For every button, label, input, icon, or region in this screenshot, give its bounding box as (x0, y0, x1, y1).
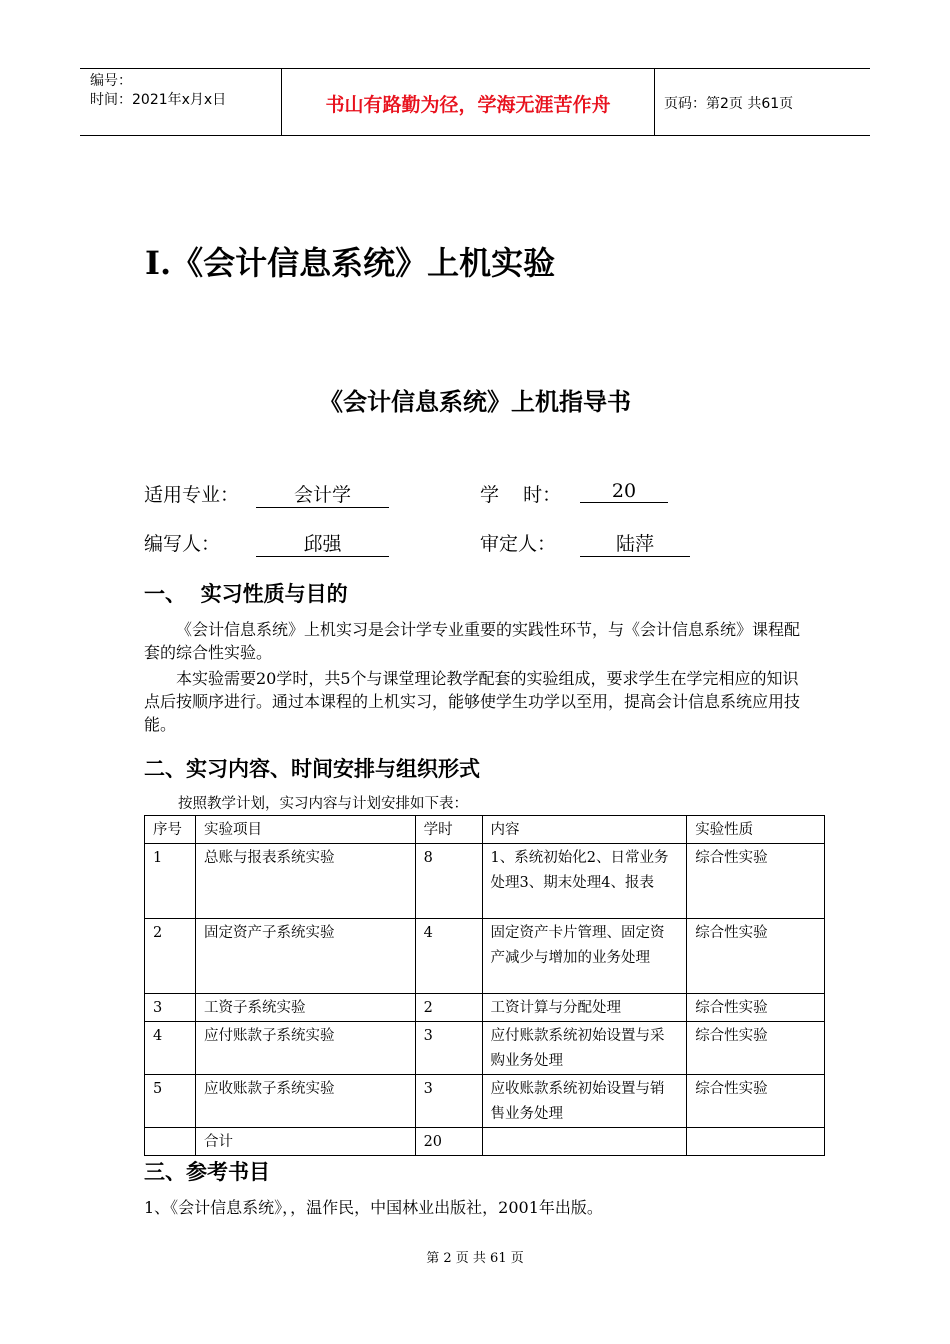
section2-heading: 二、实习内容、时间安排与组织形式 (144, 757, 480, 781)
section1-paragraph-1: 《会计信息系统》上机实习是会计学专业重要的实践性环节，与《会计信息系统》课程配套的综合性实验。 (144, 620, 801, 662)
table-row (145, 844, 825, 919)
plan-table (144, 815, 825, 1156)
sub-title: 《会计信息系统》上机指导书 (319, 388, 631, 416)
table-cell: 综合性实验 (687, 1075, 825, 1128)
table-row (145, 994, 825, 1022)
table-cell: 综合性实验 (687, 1022, 825, 1075)
reviewer-value: 陆萍 (580, 529, 690, 557)
table-cell: 综合性实验 (687, 844, 825, 919)
header-number-label: 编号： (90, 73, 132, 89)
reviewer-label: 审定人： (480, 533, 557, 555)
table-cell (145, 1128, 196, 1156)
table-cell: 1、系统初始化2、日常业务处理3、期末处理4、报表 (482, 844, 687, 919)
table-cell: 3 (415, 1075, 482, 1128)
table-cell: 固定资产卡片管理、固定资产减少与增加的业务处理 (482, 919, 687, 994)
table-cell: 综合性实验 (687, 994, 825, 1022)
header-bottom-rule (80, 135, 870, 136)
table-header-cell: 实验项目 (195, 816, 415, 844)
table-header-cell: 实验性质 (687, 816, 825, 844)
major-label: 适用专业： (144, 484, 240, 506)
hours-value: 20 (580, 480, 668, 503)
table-cell: 应付账款子系统实验 (195, 1022, 415, 1075)
author-label: 编写人： (144, 533, 221, 555)
header-page-info: 页码：第2页 共61页 (664, 96, 794, 112)
table-total-row (145, 1128, 825, 1156)
table-cell: 应收账款系统初始设置与销售业务处理 (482, 1075, 687, 1128)
table-cell: 合计 (195, 1128, 415, 1156)
section1-heading: 一、 实习性质与目的 (144, 582, 348, 606)
table-row (145, 919, 825, 994)
table-cell (482, 1128, 687, 1156)
table-cell: 应付账款系统初始设置与采购业务处理 (482, 1022, 687, 1075)
header-motto: 书山有路勤为径，学海无涯苦作舟 (325, 94, 611, 116)
table-cell: 3 (145, 994, 196, 1022)
table-header-cell: 序号 (145, 816, 196, 844)
table-row (145, 1075, 825, 1128)
table-cell: 应收账款子系统实验 (195, 1075, 415, 1128)
author-value: 邱强 (256, 529, 389, 557)
table-cell: 综合性实验 (687, 919, 825, 994)
hours-label: 学 时： (480, 484, 562, 506)
header-top-rule (80, 68, 870, 69)
main-title: I.《会计信息系统》上机实验 (145, 244, 556, 282)
table-header-cell: 学时 (415, 816, 482, 844)
table-header-cell: 内容 (482, 816, 687, 844)
table-cell: 5 (145, 1075, 196, 1128)
table-row (145, 1022, 825, 1075)
section2-intro: 按照教学计划，实习内容与计划安排如下表： (178, 796, 468, 812)
section3-heading: 三、参考书目 (144, 1160, 270, 1184)
table-cell: 3 (415, 1022, 482, 1075)
table-cell: 工资子系统实验 (195, 994, 415, 1022)
table-cell (687, 1128, 825, 1156)
header-time-label: 时间：2021年x月x日 (90, 92, 227, 108)
table-cell: 2 (145, 919, 196, 994)
table-cell: 4 (145, 1022, 196, 1075)
table-cell: 总账与报表系统实验 (195, 844, 415, 919)
reference-item-1: 1、《会计信息系统》，，温作民，中国林业出版社，2001年出版。 (144, 1198, 603, 1217)
header-divider-right (654, 68, 655, 135)
page-footer: 第 2 页 共 61 页 (426, 1251, 524, 1266)
table-cell: 20 (415, 1128, 482, 1156)
table-cell: 工资计算与分配处理 (482, 994, 687, 1022)
section1-paragraph-2: 本实验需要20学时，共5个与课堂理论教学配套的实验组成，要求学生在学完相应的知识点后按顺序进行。通过本课程的上机实习，能够使学生功学以至用，提高会计信息系统应用技能。 (144, 669, 801, 734)
table-cell: 8 (415, 844, 482, 919)
table-cell: 2 (415, 994, 482, 1022)
table-cell: 固定资产子系统实验 (195, 919, 415, 994)
table-cell: 1 (145, 844, 196, 919)
major-value: 会计学 (256, 480, 389, 508)
table-cell: 4 (415, 919, 482, 994)
table-header-row (145, 816, 825, 844)
